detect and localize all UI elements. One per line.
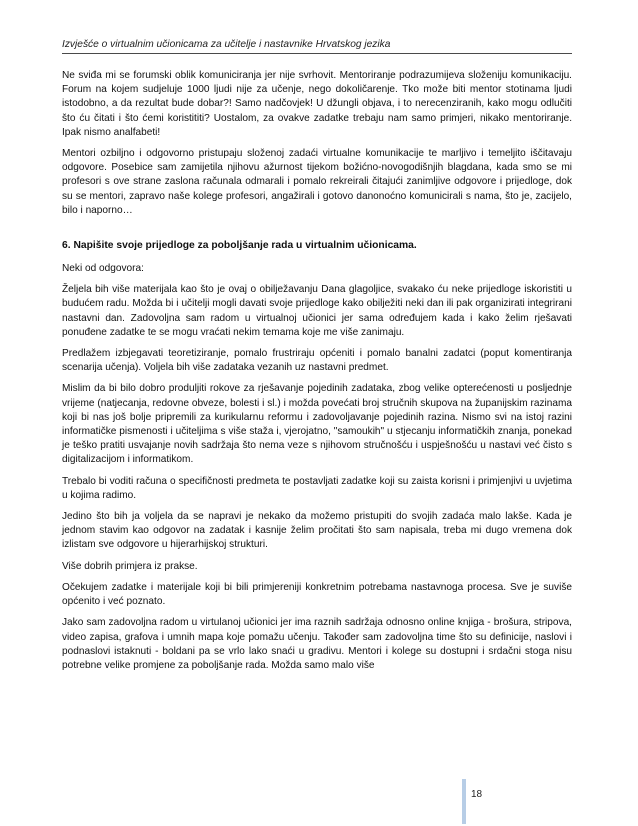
answer-paragraph: Trebalo bi voditi računa o specifičnosti predmeta te postavljati zadatke koji su zaista korisni i primjenjivi u uvjetima u kojima radimo. (62, 475, 572, 501)
answers-intro: Neki od odgovora: (62, 263, 144, 275)
answer-paragraph: Jedino što bih ja voljela da se napravi je nekako da možemo pristupiti do svojih zadaća malo lakše. Kada je jednom stavim kao odgovor na zadatak i kasnije želim pročitati što sam napisala, treba mi dugo vremena dok izlistam sve odgovore u hijerarhijskoj strukturi. (62, 511, 572, 551)
answer-paragraph: Više dobrih primjera iz prakse. (62, 560, 198, 572)
answer-paragraph: Predlažem izbjegavati teoretiziranje, pomalo frustriraju općeniti i pomalo banalni zadatci (poput komentiranja scenarija učenja). Voljela bih više zadataka vezanih uz nastavni predmet. (62, 348, 572, 374)
header-rule (62, 53, 572, 54)
section-heading: 6. Napišite svoje prijedloge za poboljšanje rada u virtualnim učionicama. (62, 240, 417, 252)
answer-paragraph: Očekujem zadatke i materijale koji bi bili primjereniji konkretnim potrebama nastavnoga procesa. Sve je suviše općenito i već poznato. (62, 581, 572, 608)
page-number-accent-bar (462, 779, 466, 824)
answer-paragraph: Željela bih više materijala kao što je ovaj o obilježavanju Dana glagoljice, svakako ću neke prijedloge iskoristiti u budućem radu. Možda bi i učitelji mogli davati svoje prijedloge kako obilježiti neki dan ili pak organizirati integrirani nastavni dan. Zadovoljna sam radom u virtualnoj učionici jer sama određujem kada i kako želim rješavati ponuđene zadatke te se mogu vraćati nekim temama koje me više zanimaju. (62, 284, 572, 338)
answer-paragraph: Mislim da bi bilo dobro produljiti rokove za rješavanje pojedinih zadataka, zbog velike opterećenosti u posljednje vrijeme (natjecanja, redovne obveze, bolesti i sl.) i možda povećati broj stručnih skupova na županijskim razinama koji bi nas još bolje pripremili za kurikularnu reformu i zadovoljavanje pojedinih razina. Nismo svi na istoj razini informatičke pismenosti i učiteljima s više staža i, vjerojatno, "samoukih" u stjecanju informatičkih znanja, ponekad je teško pratiti usvajanje novih sadržaja što nema veze s njihovom stručnošću i uspješnošću u nastavi već čisto s digitalizacijom i informatikom. (62, 383, 572, 466)
page-number: 18 (471, 789, 483, 800)
intro-paragraph: Ne sviđa mi se forumski oblik komuniciranja jer nije svrhovit. Mentoriranje podrazumijeva složeniju komunikaciju. Forum na kojem sudjeluje 1000 ljudi nije za učenje, nego dokoličarenje. Tko može biti mentor stotinama ljudi istodobno, a da rezultat bude dobar?! Samo nadčovjek! U džungli objava, i to nerecenziranih, kako mogu odlučiti što ću čitati i što ćemi koristititi? Uostalom, za ovakve zadatke trebaju nam samo primjeri, nikako mentoriranje. Ipak nismo analfabeti! (62, 70, 572, 138)
intro-paragraph: Mentori ozbiljno i odgovorno pristupaju složenoj zadaći virtualne komunikacije te marljivo i temeljito iščitavaju odgovore. Posebice sam zamijetila njihovu ažurnost tijekom božićno-novogodišnjih blagdana, kada smo se mi profesori s ove strane zaslona računala odmarali i pomalo rekreirali čitajući zanimljive odgovore i prijedloge, dok su se mentori, zapravo naše kolege profesori, angažirali i gotovo danonoćno komunicirali s nama, što je, zacijelo, bilo i naporno… (62, 148, 572, 216)
running-header: Izvješće o virtualnim učionicama za učitelje i nastavnike Hrvatskog jezika (62, 39, 391, 50)
page-body (62, 69, 572, 680)
section-spacer (62, 225, 572, 239)
answer-paragraph: Jako sam zadovoljna radom u virtulanoj učionici jer ima raznih sadržaja odnosno online knjiga - brošura, stripova, video zapisa, grafova i umnih mapa koje pomažu učenju. Također sam zadovoljna time što su definicije, naslovi i podnaslovi istaknuti - boldani pa se vrlo lako snaći u gradivu. Mentori i kolege su dostupni i srdačni stoga nisu potrebne velike promjene za poboljšanje rada. Možda samo malo više (62, 617, 572, 671)
